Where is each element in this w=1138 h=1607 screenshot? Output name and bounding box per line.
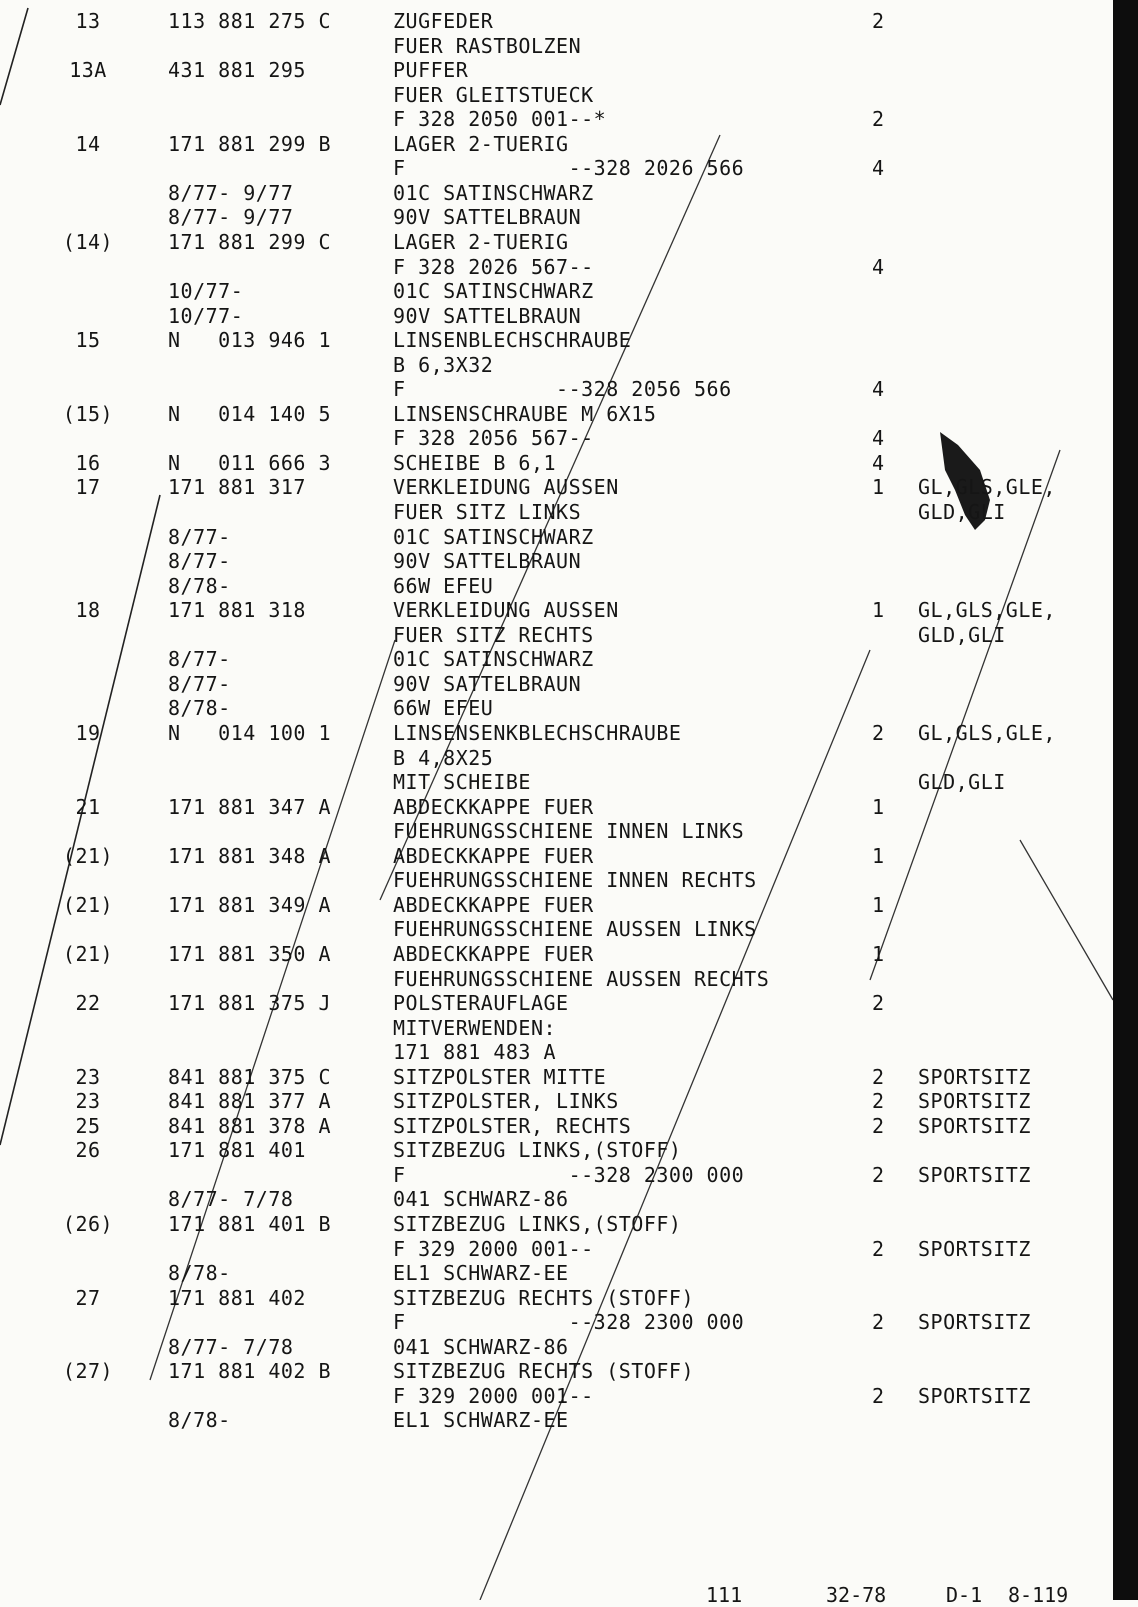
table-row [0,377,1110,401]
model-remark: GL,GLS,GLE, [918,475,1056,500]
table-row [0,34,1110,58]
quantity: 2 [872,1310,885,1335]
table-row [0,279,1110,303]
description: EL1 SCHWARZ-EE [393,1261,569,1285]
model-remark: SPORTSITZ [918,1089,1031,1114]
table-row [0,328,1110,352]
table-row [0,9,1110,33]
position-number: (26) [62,1212,114,1236]
table-row [0,844,1110,868]
description: MITVERWENDEN: [393,1015,557,1040]
quantity: 1 [872,794,885,819]
position-number: 23 [75,1089,101,1114]
part-number: 171 881 402 [168,1285,306,1310]
description: POLSTERAUFLAGE [393,991,569,1015]
table-row [0,304,1110,328]
table-row [0,549,1110,573]
part-number: 8/77- 7/78 [168,1187,294,1212]
table-row [0,1138,1110,1162]
part-number: 8/78- [168,573,231,598]
model-remark: SPORTSITZ [918,1162,1031,1187]
model-remark: SPORTSITZ [918,1310,1031,1335]
description: SITZBEZUG LINKS,(STOFF) [393,1212,682,1236]
model-remark: GL,GLS,GLE, [918,721,1056,745]
description: 90V SATTELBRAUN [393,303,582,328]
description: F 329 2000 001-- [393,1383,594,1408]
description: SCHEIBE B 6,1 [393,450,557,475]
description: ABDECKKAPPE FUER [393,892,594,917]
table-row [0,1040,1110,1064]
part-number: 171 881 347 A [168,794,332,819]
model-remark: GLD,GLI [918,500,1006,524]
table-row [0,1114,1110,1138]
footer-code-2: D-1 [946,1583,983,1607]
position-number: 22 [75,991,101,1015]
position-number: 16 [75,450,101,475]
description: FUEHRUNGSSCHIENE AUSSEN RECHTS [393,966,770,991]
part-number: 8/78- [168,1261,231,1285]
description: PUFFER [393,58,469,83]
table-row [0,795,1110,819]
description: SITZBEZUG LINKS,(STOFF) [393,1138,682,1163]
description: 66W EFEU [393,696,494,721]
quantity: 4 [872,426,885,451]
table-row [0,696,1110,720]
table-row [0,1237,1110,1261]
page-number: 111 [706,1583,743,1607]
description: SITZPOLSTER, LINKS [393,1089,619,1114]
description: F --328 2026 566 [393,156,745,181]
table-row [0,1384,1110,1408]
description: FUEHRUNGSSCHIENE INNEN LINKS [393,819,745,844]
table-row [0,230,1110,254]
quantity: 1 [872,598,885,623]
part-number: 8/77- [168,671,231,696]
description: ABDECKKAPPE FUER [393,941,594,966]
table-row [0,647,1110,671]
part-number: 8/78- [168,696,231,721]
description: FUER GLEITSTUECK [393,82,594,107]
footer-code-3: 8-119 [1008,1583,1069,1607]
description: SITZPOLSTER MITTE [393,1064,607,1089]
quantity: 2 [872,1162,885,1187]
description: 171 881 483 A [393,1040,557,1065]
quantity: 4 [872,377,885,402]
part-number: 841 881 377 A [168,1089,332,1114]
table-row [0,623,1110,647]
scan-edge-bar [1113,0,1138,1600]
part-number: 171 881 317 [168,475,306,500]
position-number: 25 [75,1113,101,1138]
quantity: 2 [872,107,885,132]
quantity: 1 [872,892,885,917]
description: F 329 2000 001-- [393,1236,594,1261]
part-number: 171 881 348 A [168,843,332,868]
table-row [0,1212,1110,1236]
quantity: 1 [872,941,885,966]
table-row [0,83,1110,107]
position-number: 27 [75,1285,101,1310]
part-number: 8/77- [168,524,231,549]
quantity: 2 [872,1113,885,1138]
description: 66W EFEU [393,573,494,598]
table-row [0,1335,1110,1359]
part-number: 113 881 275 C [168,9,332,33]
description: 01C SATINSCHWARZ [393,524,594,549]
part-number: N 013 946 1 [168,328,332,353]
table-row [0,1016,1110,1040]
part-number: 171 881 401 B [168,1212,332,1236]
position-number: 13 [75,9,101,33]
table-row [0,353,1110,377]
description: B 6,3X32 [393,352,494,377]
part-number: 171 881 349 A [168,892,332,917]
table-row [0,893,1110,917]
table-row [0,746,1110,770]
position-number: (27) [62,1359,114,1384]
position-number: 21 [75,794,101,819]
position-number: (21) [62,941,114,966]
part-number: 8/77- 9/77 [168,180,294,205]
position-number: (14) [62,230,114,254]
table-row [0,721,1110,745]
model-remark: GL,GLS,GLE, [918,598,1056,623]
model-remark: SPORTSITZ [918,1236,1031,1261]
description: 01C SATINSCHWARZ [393,279,594,304]
description: SITZPOLSTER, RECHTS [393,1113,632,1138]
table-row [0,868,1110,892]
part-number: 171 881 318 [168,598,306,623]
description: 01C SATINSCHWARZ [393,180,594,205]
part-number: 841 881 378 A [168,1113,332,1138]
table-row [0,917,1110,941]
description: F --328 2300 000 [393,1162,745,1187]
position-number: (21) [62,843,114,868]
table-row [0,1286,1110,1310]
quantity: 2 [872,9,885,33]
part-number: N 014 140 5 [168,401,332,426]
part-number: 431 881 295 [168,58,306,83]
description: 90V SATTELBRAUN [393,205,582,230]
table-row [0,402,1110,426]
table-row [0,942,1110,966]
model-remark: SPORTSITZ [918,1064,1031,1089]
position-number: 23 [75,1064,101,1089]
description: EL1 SCHWARZ-EE [393,1408,569,1433]
table-row [0,967,1110,991]
part-number: 171 881 350 A [168,941,332,966]
table-row [0,525,1110,549]
part-number: 8/78- [168,1408,231,1433]
position-number: 15 [75,328,101,353]
description: FUER SITZ RECHTS [393,622,594,647]
part-number: 8/77- [168,647,231,672]
description: SITZBEZUG RECHTS (STOFF) [393,1285,694,1310]
model-remark: GLD,GLI [918,770,1006,795]
part-number: 841 881 375 C [168,1064,332,1089]
part-number: 10/77- [168,303,244,328]
part-number: 171 881 375 J [168,991,332,1015]
quantity: 2 [872,721,885,745]
description: ABDECKKAPPE FUER [393,794,594,819]
part-number: N 014 100 1 [168,721,332,745]
position-number: 18 [75,598,101,623]
position-number: 19 [75,721,101,745]
quantity: 4 [872,450,885,475]
description: FUER RASTBOLZEN [393,33,582,58]
quantity: 4 [872,254,885,279]
table-row [0,1408,1110,1432]
description: 01C SATINSCHWARZ [393,647,594,672]
footer-code-1: 32-78 [826,1583,887,1607]
quantity: 2 [872,991,885,1015]
description: VERKLEIDUNG AUSSEN [393,598,619,623]
part-number: 10/77- [168,279,244,304]
description: LAGER 2-TUERIG [393,131,569,156]
quantity: 2 [872,1064,885,1089]
description: B 4,8X25 [393,745,494,770]
table-row [0,1089,1110,1113]
description: F 328 2050 001--* [393,107,607,132]
table-row [0,991,1110,1015]
model-remark: SPORTSITZ [918,1113,1031,1138]
table-row [0,1163,1110,1187]
table-row [0,451,1110,475]
quantity: 2 [872,1383,885,1408]
table-row [0,770,1110,794]
description: 90V SATTELBRAUN [393,671,582,696]
part-number: 8/77- 7/78 [168,1334,294,1359]
table-row [0,1310,1110,1334]
part-number: 171 881 401 [168,1138,306,1163]
model-remark: GLD,GLI [918,622,1006,647]
position-number: (21) [62,892,114,917]
table-row [0,107,1110,131]
description: LAGER 2-TUERIG [393,230,569,254]
part-number: 171 881 402 B [168,1359,332,1384]
table-row [0,1065,1110,1089]
description: ABDECKKAPPE FUER [393,843,594,868]
description: MIT SCHEIBE [393,770,531,795]
table-row [0,574,1110,598]
description: 041 SCHWARZ-86 [393,1187,569,1212]
table-row [0,255,1110,279]
table-row [0,598,1110,622]
table-row [0,156,1110,180]
table-row [0,132,1110,156]
description: F 328 2056 567-- [393,426,594,451]
table-row [0,1359,1110,1383]
description: FUER SITZ LINKS [393,500,582,524]
quantity: 1 [872,475,885,500]
quantity: 1 [872,843,885,868]
table-row [0,672,1110,696]
part-number: 171 881 299 C [168,230,332,254]
description: F --328 2056 566 [393,377,732,402]
table-row [0,1187,1110,1211]
description: FUEHRUNGSSCHIENE AUSSEN LINKS [393,917,757,942]
part-number: 8/77- 9/77 [168,205,294,230]
position-number: 26 [75,1138,101,1163]
description: F --328 2300 000 [393,1310,745,1335]
description: FUEHRUNGSSCHIENE INNEN RECHTS [393,868,757,893]
description: LINSENBLECHSCHRAUBE [393,328,632,353]
position-number: 13A [69,58,107,83]
table-row [0,1261,1110,1285]
model-remark: SPORTSITZ [918,1383,1031,1408]
table-row [0,475,1110,499]
description: SITZBEZUG RECHTS (STOFF) [393,1359,694,1384]
description: LINSENSENKBLECHSCHRAUBE [393,721,682,745]
position-number: 17 [75,475,101,500]
quantity: 4 [872,156,885,181]
position-number: 14 [75,131,101,156]
table-row [0,500,1110,524]
part-number: 8/77- [168,549,231,574]
description: ZUGFEDER [393,9,494,33]
description: 041 SCHWARZ-86 [393,1334,569,1359]
table-row [0,58,1110,82]
table-row [0,819,1110,843]
table-row [0,181,1110,205]
description: 90V SATTELBRAUN [393,549,582,574]
quantity: 2 [872,1089,885,1114]
part-number: N 011 666 3 [168,450,332,475]
description: VERKLEIDUNG AUSSEN [393,475,619,500]
table-row [0,426,1110,450]
description: LINSENSCHRAUBE M 6X15 [393,401,657,426]
quantity: 2 [872,1236,885,1261]
position-number: (15) [62,401,114,426]
description: F 328 2026 567-- [393,254,594,279]
table-row [0,205,1110,229]
part-number: 171 881 299 B [168,131,332,156]
